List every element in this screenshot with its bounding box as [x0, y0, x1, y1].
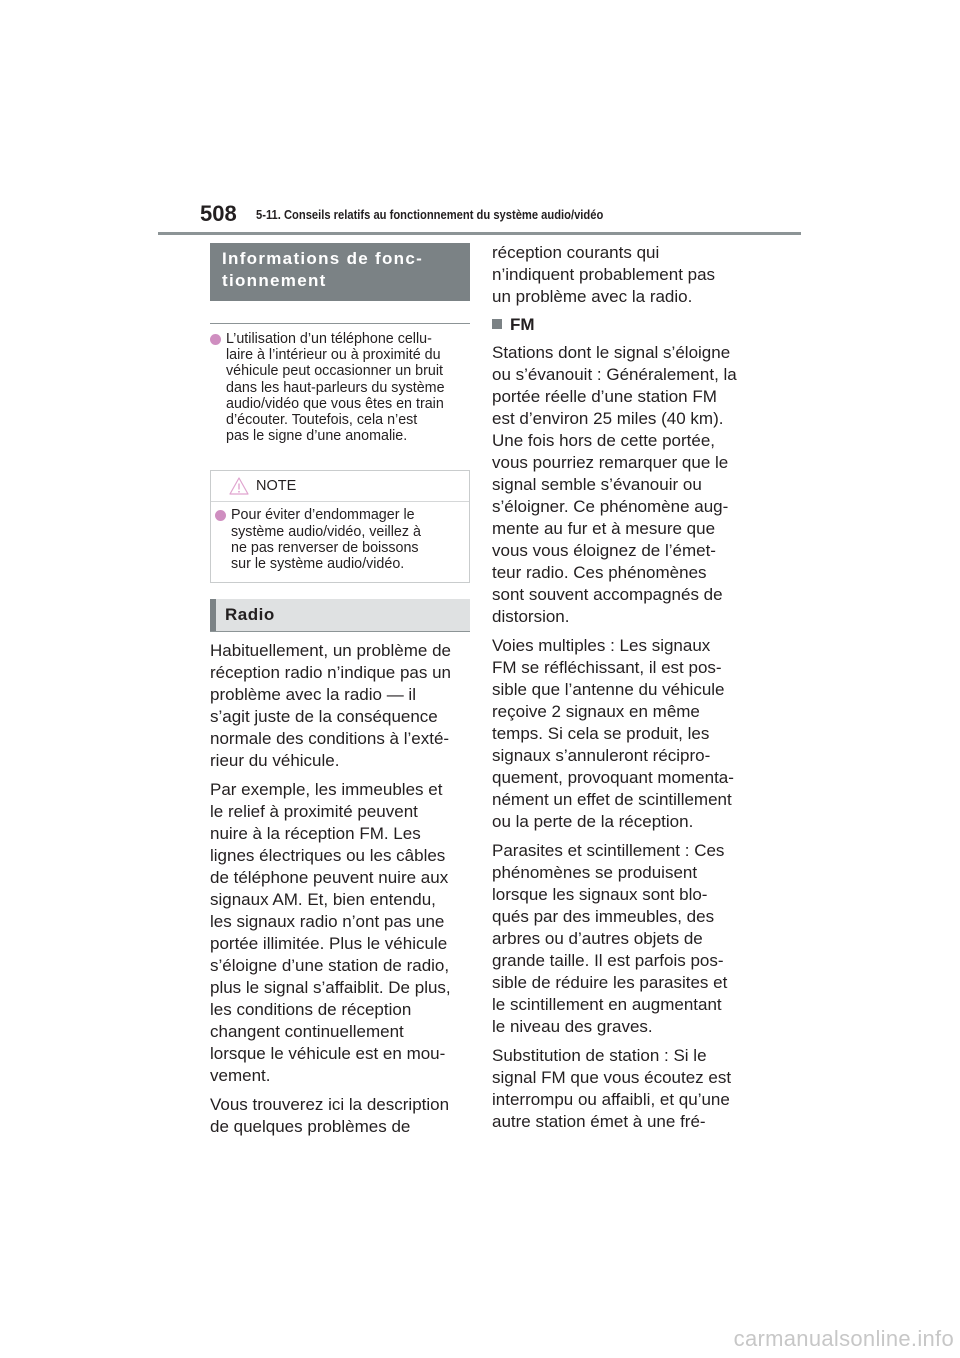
text-line: un problème avec la radio.: [492, 287, 693, 306]
text-line: le scintillement en augmentant: [492, 995, 722, 1014]
header-rule: [158, 232, 801, 235]
info-bullet: [210, 331, 470, 444]
text-line: grande taille. Il est parfois pos-: [492, 951, 724, 970]
text-line: Pour éviter d’endommager le: [231, 507, 415, 524]
text-line: sont souvent accompagnés de: [492, 585, 723, 604]
text-line: vous pourriez remarquer que le: [492, 453, 729, 472]
watermark[interactable]: carmanualsonline.info: [733, 1326, 954, 1351]
heading-rule: [210, 631, 470, 632]
text-line: s’éloigne d’une station de radio,: [210, 956, 450, 976]
fm-heading: [492, 314, 754, 336]
paragraph: [492, 242, 754, 308]
text-line: normale des conditions à l’exté-: [210, 729, 450, 749]
text-line: lorsque les signaux sont blo-: [492, 885, 708, 904]
text-line: audio/vidéo que vous êtes en train: [226, 395, 444, 412]
text-line: lorsque le véhicule est en mou-: [210, 1044, 446, 1064]
text-line: FM se réfléchissant, il est pos-: [492, 658, 722, 677]
text-line: Habituellement, un problème de: [210, 641, 451, 661]
section-title: 5-11. Conseils relatifs au fonctionnement du système audio/vidéo: [256, 207, 604, 222]
paragraph: [492, 635, 754, 833]
text-line: signaux AM. Et, bien entendu,: [210, 890, 436, 910]
text-line: pas le signe d’une anomalie.: [226, 428, 408, 445]
text-line: distorsion.: [492, 607, 570, 626]
text-line: vement.: [210, 1066, 271, 1086]
text-line: le niveau des graves.: [492, 1017, 653, 1036]
text-line: nuire à la réception FM. Les: [210, 824, 421, 844]
info-heading-line: Informations de fonc-: [222, 249, 424, 268]
text-line: Parasites et scintillement : Ces: [492, 841, 725, 860]
page-number: 508: [200, 201, 237, 226]
note-bullet: [215, 507, 469, 572]
text-line: est d’environ 25 miles (40 km).: [492, 409, 724, 428]
text-line: sible de réduire les parasites et: [492, 973, 728, 992]
paragraph: [210, 779, 470, 1087]
text-line: les conditions de réception: [210, 1000, 412, 1020]
text-line: plus le signal s’affaiblit. De plus,: [210, 978, 451, 998]
radio-heading: Radio: [210, 599, 470, 631]
paragraph: [210, 1094, 470, 1138]
text-line: L’utilisation d’un téléphone cellu-: [226, 331, 432, 347]
text-line: autre station émet à une fré-: [492, 1112, 706, 1131]
text-line: teur radio. Ces phénomènes: [492, 563, 707, 582]
right-column: [492, 242, 754, 1133]
text-line: de quelques problèmes de: [210, 1117, 411, 1137]
text-line: lignes électriques ou les câbles: [210, 846, 446, 866]
note-label: NOTE: [256, 478, 297, 495]
text-line: Une fois hors de cette portée,: [492, 431, 716, 450]
paragraph: [492, 1045, 754, 1133]
text-line: vous vous éloignez de l’émet-: [492, 541, 716, 560]
heading-rule: [210, 323, 470, 324]
paragraph: [492, 342, 754, 628]
left-column: [210, 243, 470, 1138]
text-line: signaux s’annuleront récipro-: [492, 746, 711, 765]
text-line: signal FM que vous écoutez est: [492, 1068, 732, 1087]
text-line: interrompu ou affaibli, et qu’une: [492, 1090, 730, 1109]
text-line: Substitution de station : Si le: [492, 1046, 707, 1065]
text-line: Vous trouverez ici la description: [210, 1095, 450, 1115]
text-line: système audio/vidéo, veillez à: [231, 523, 421, 540]
text-line: Par exemple, les immeubles et: [210, 780, 443, 800]
text-line: s’agit juste de la conséquence: [210, 707, 438, 727]
text-line: qués par des immeubles, des: [492, 907, 715, 926]
warning-triangle-icon: [229, 477, 249, 495]
text-line: dans les haut-parleurs du système: [226, 379, 445, 396]
text-line: Stations dont le signal s’éloigne: [492, 343, 731, 362]
text-line: sible que l’antenne du véhicule: [492, 680, 725, 699]
text-line: véhicule peut occasionner un bruit: [226, 363, 443, 380]
left-body: [210, 640, 470, 1138]
text-line: portée réelle d’une station FM: [492, 387, 717, 406]
text-line: ou la perte de la réception.: [492, 812, 694, 831]
text-line: problème avec la radio — il: [210, 685, 416, 705]
text-line: arbres ou d’autres objets de: [492, 929, 703, 948]
text-line: reçoive 2 signaux en même: [492, 702, 700, 721]
text-line: s’éloigner. Ce phénomène aug-: [492, 497, 729, 516]
text-line: de téléphone peuvent nuire aux: [210, 868, 449, 888]
text-line: sur le système audio/vidéo.: [231, 556, 405, 573]
text-line: phénomènes se produisent: [492, 863, 698, 882]
square-bullet-icon: [492, 319, 502, 329]
text-line: réception courants qui: [492, 243, 660, 262]
note-header: [211, 471, 469, 502]
info-heading-line: tionnement: [222, 271, 327, 290]
text-line: d’écouter. Toutefois, cela n’est: [226, 412, 418, 429]
info-heading: [210, 243, 470, 301]
bullet-dot-icon: [215, 510, 226, 521]
text-line: ne pas renverser de boissons: [231, 539, 419, 556]
text-line: temps. Si cela se produit, les: [492, 724, 710, 743]
text-line: quement, provoquant momenta-: [492, 768, 734, 787]
paragraph: [492, 840, 754, 1038]
text-line: ou s’évanouit : Généralement, la: [492, 365, 737, 384]
text-line: portée illimitée. Plus le véhicule: [210, 934, 448, 954]
note-box: [210, 470, 470, 583]
text-line: les signaux radio n’ont pas une: [210, 912, 445, 932]
fm-heading-label: FM: [510, 315, 535, 334]
text-line: réception radio n’indique pas un: [210, 663, 452, 683]
text-line: n’indiquent probablement pas: [492, 265, 716, 284]
text-line: changent continuellement: [210, 1022, 404, 1042]
text-line: nément un effet de scintillement: [492, 790, 732, 809]
paragraph: [210, 640, 470, 772]
text-line: rieur du véhicule.: [210, 751, 340, 771]
text-line: le relief à proximité peuvent: [210, 802, 418, 822]
bullet-dot-icon: [210, 334, 221, 345]
text-line: Voies multiples : Les signaux: [492, 636, 711, 655]
text-line: laire à l’intérieur ou à proximité du: [226, 347, 441, 364]
text-line: signal semble s’évanouir ou: [492, 475, 702, 494]
text-line: mente au fur et à mesure que: [492, 519, 716, 538]
